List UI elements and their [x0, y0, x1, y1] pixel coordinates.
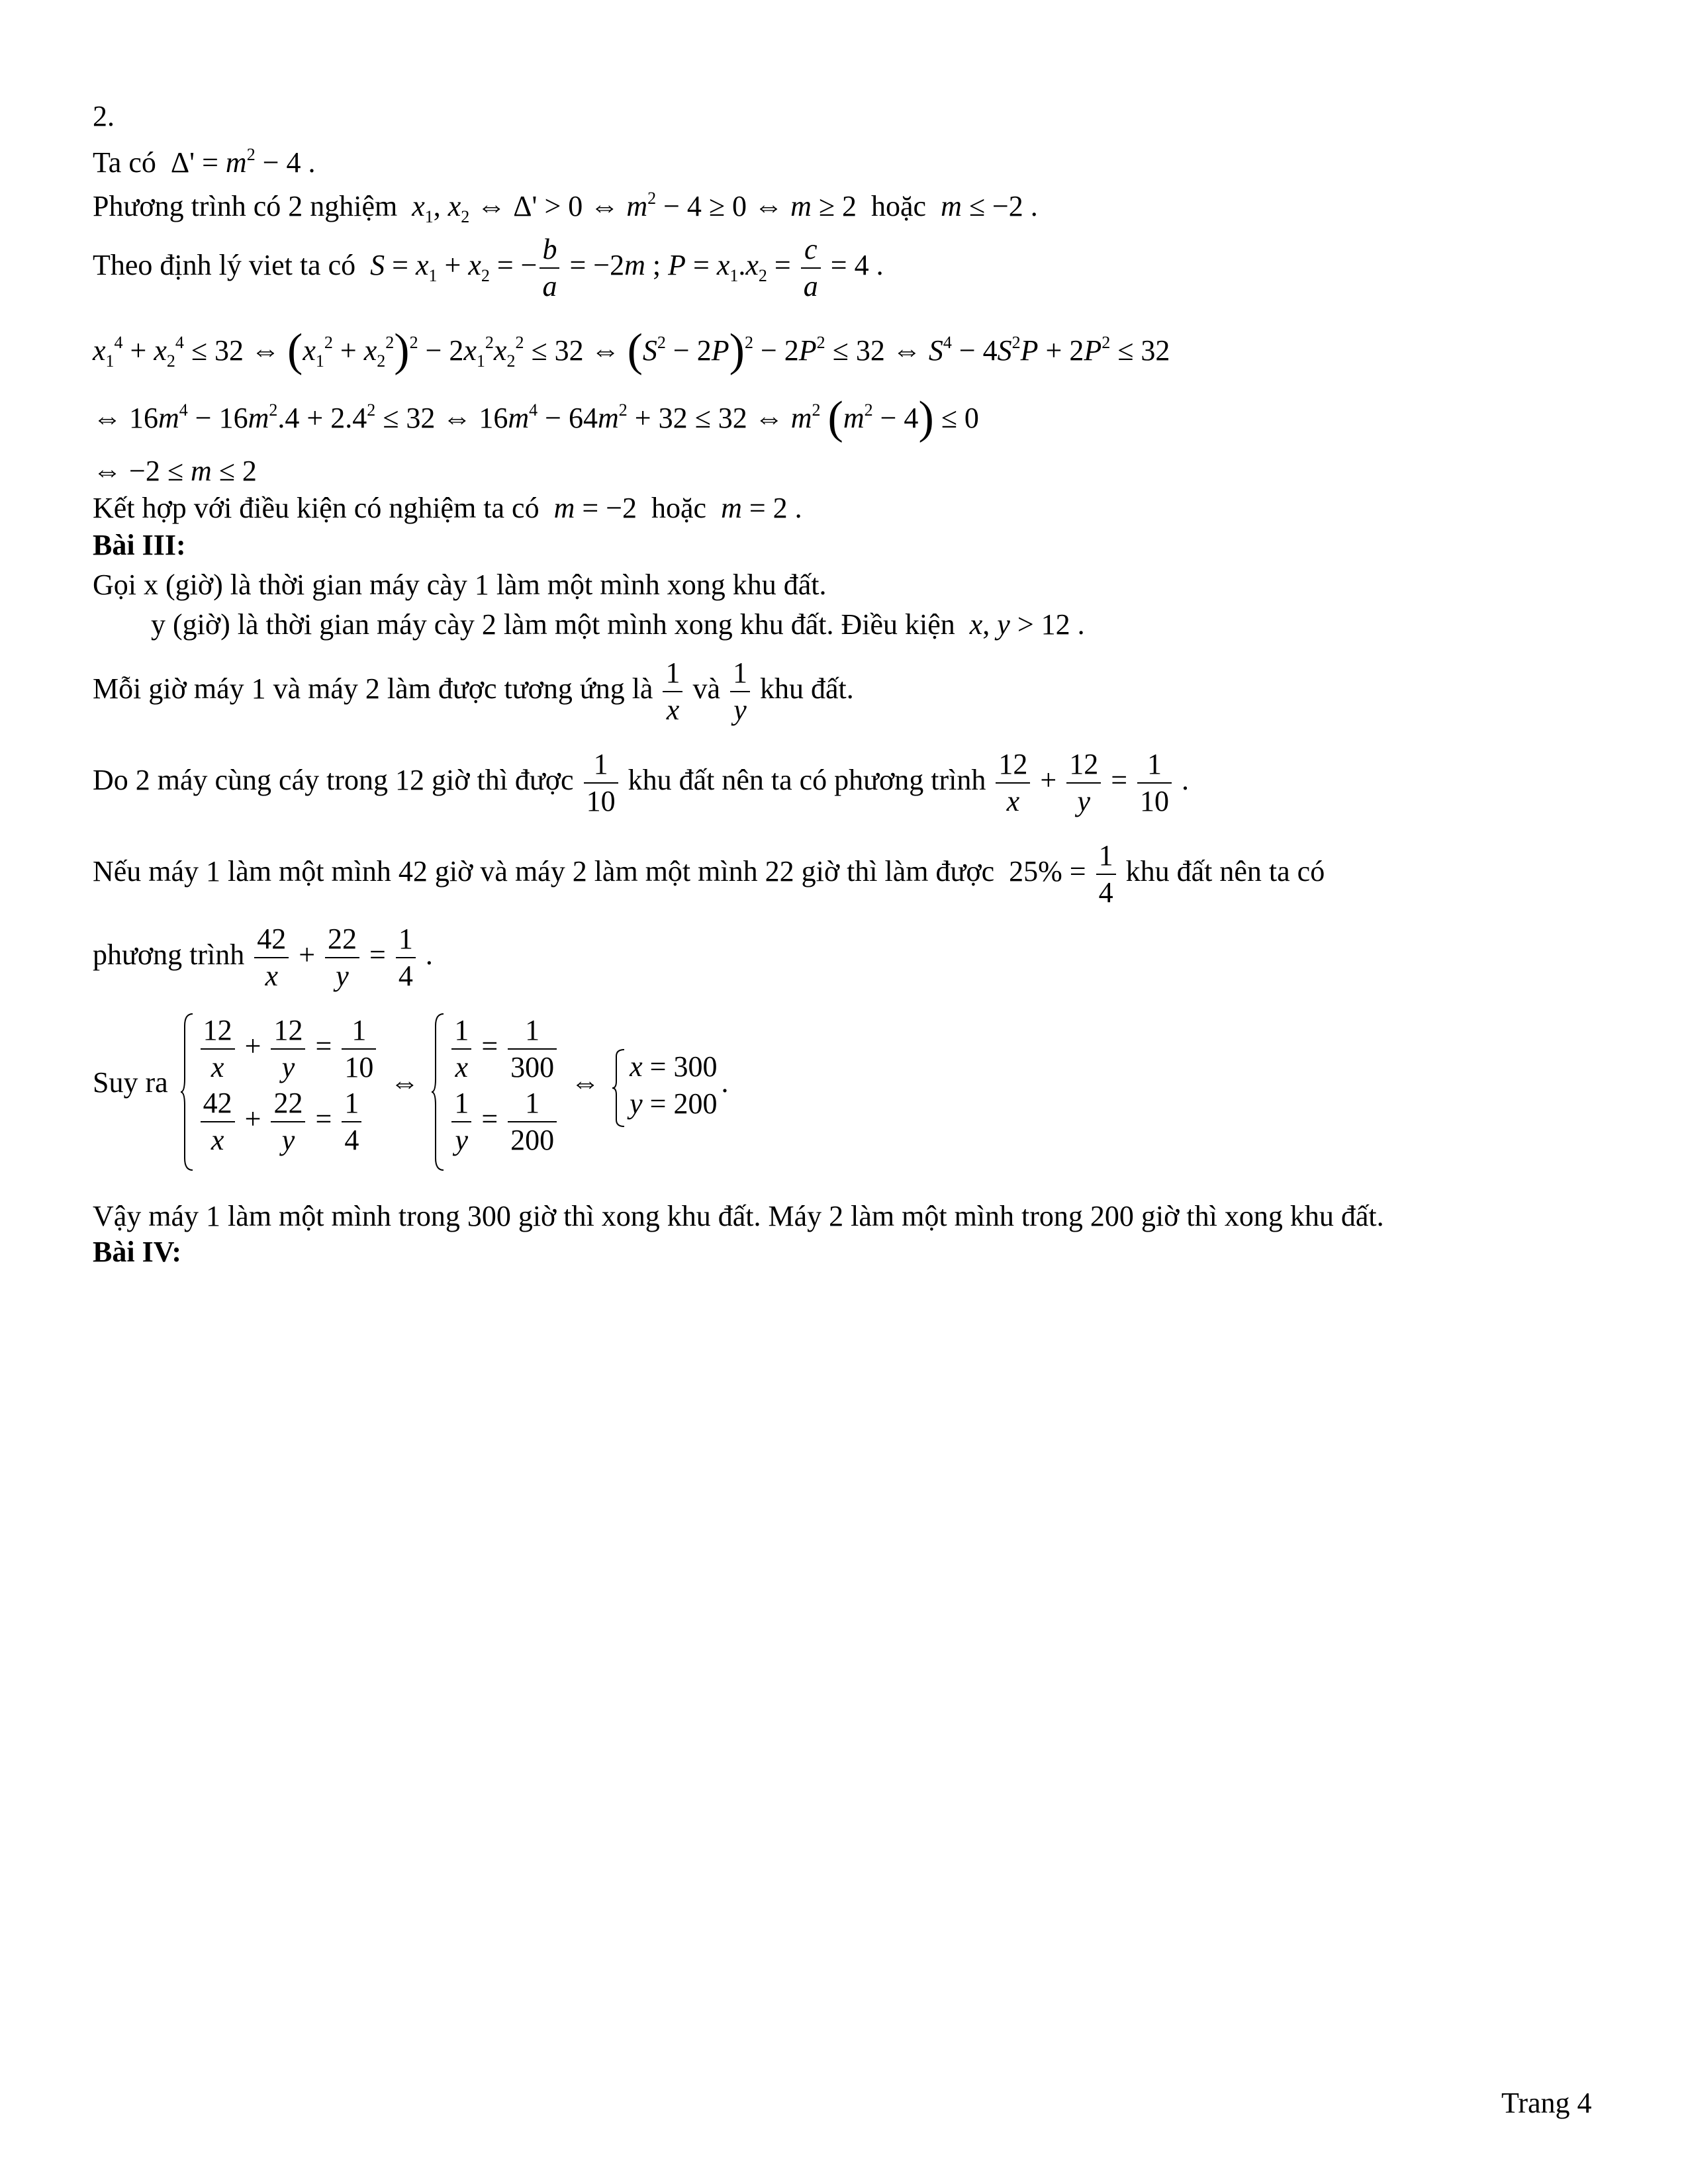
- bai3-line6-a: phương trình: [93, 938, 245, 972]
- bai3-line3-b: và: [692, 672, 720, 705]
- left-brace-icon: [611, 1048, 626, 1128]
- equation-line-3: ⇔ −2 ≤ m ≤ 2: [93, 455, 257, 487]
- fraction-22-over-y: $\frac{22}{y}$: [325, 921, 359, 994]
- condition-text: Phương trình có 2 nghiệm: [93, 190, 398, 222]
- viet-text: Theo định lý viet ta có: [93, 249, 356, 282]
- combine-text: Kết hợp với điều kiện có nghiệm ta có: [93, 492, 539, 524]
- left-brace-icon: [179, 1013, 194, 1171]
- bai3-line6: phương trình $\frac{42}{x}$ + $\frac{22}{y}$ = $\frac{1}{4}$ .: [93, 921, 433, 994]
- fraction-c-over-a: $\frac{c}{a}$: [801, 232, 821, 304]
- part-number: 2.: [93, 100, 115, 132]
- delta-text: Ta có: [93, 146, 156, 179]
- fraction-1-over-10-b: $\frac{1}{10}$: [1137, 747, 1172, 819]
- bai3-line5-b: khu đất nên ta có: [1125, 855, 1325, 888]
- bai3-line4-a: Do 2 máy cùng cáy trong 12 giờ thì được: [93, 764, 574, 797]
- bai3-line2: y (giờ) là thời gian máy cày 2 làm một mình xong khu đất. Điều kiện x, y > 12 .: [151, 608, 1085, 641]
- bai3-line1: Gọi x (giờ) là thời gian máy cày 1 làm một mình xong khu đất.: [93, 569, 827, 601]
- bai3-line5-a: Nếu máy 1 làm một mình 42 giờ và máy 2 làm một mình 22 giờ thì làm được: [93, 855, 995, 888]
- fraction-1-over-4: $\frac{1}{4}$: [1096, 838, 1116, 911]
- bai3-heading: Bài III:: [93, 529, 186, 561]
- system-3: x = 300 y = 200: [611, 1048, 717, 1122]
- bai4-heading: Bài IV:: [93, 1236, 182, 1268]
- system-2: $\frac{1}{x}$ = $\frac{1}{300}$ $\frac{1}{y}$ = $\frac{1}{200}$: [430, 1013, 559, 1158]
- bai3-line3: [93, 655, 854, 728]
- bai3-line4: Do 2 máy cùng cáy trong 12 giờ thì được $\frac{1}{10}$ khu đất nên ta có phương trình $\frac{12}{x}$ + $\frac{12}{y}$ = $\frac{1}{10}$ .: [93, 747, 1189, 819]
- fraction-1-over-4-b: $\frac{1}{4}$: [396, 921, 416, 994]
- bai3-conclusion: Vậy máy 1 làm một mình trong 300 giờ thì xong khu đất. Máy 2 làm một mình trong 200 giờ thì xong khu đất.: [93, 1200, 1384, 1232]
- condition-or: hoặc: [871, 190, 927, 222]
- bai3-line5: Nếu máy 1 làm một mình 42 giờ và máy 2 làm một mình 22 giờ thì làm được 25% = $\frac{1}{4}$ khu đất nên ta có: [93, 838, 1325, 911]
- fraction-b-over-a: $\frac{b}{a}$: [539, 232, 559, 304]
- fraction-1-over-x: $\frac{1}{x}$: [663, 655, 682, 728]
- bai3-line2-text: y (giờ) là thời gian máy cày 2 làm một mình xong khu đất. Điều kiện: [151, 608, 955, 641]
- bai3-line3-a: Mỗi giờ máy 1 và máy 2 làm được tương ứng là: [93, 672, 653, 705]
- system-1: $\frac{12}{x}$ + $\frac{12}{y}$ = $\frac{1}{10}$ $\frac{42}{x}$ + $\frac{22}{y}$ = $\frac{1}{4}$: [179, 1013, 379, 1158]
- fraction-42-over-x: $\frac{42}{x}$: [254, 921, 289, 994]
- combine-or: hoặc: [651, 492, 707, 524]
- delta-line: Ta có $\Delta' = m^2 - 4$ .: [93, 145, 316, 179]
- fraction-1-over-10: $\frac{1}{10}$: [584, 747, 618, 819]
- combine-line: Kết hợp với điều kiện có nghiệm ta có m = −2 hoặc m = 2 .: [93, 492, 802, 524]
- equation-line-1: $x_1^4 + x_2^4 \le 32$ ⇔ $(x_1^2 + x_2^2)^2 - 2x_1^2x_2^2 \le 32$ ⇔ $(S^2 - 2P)^2 - 2P^2 \le 32$ ⇔ $S^4 - 4S^2P + 2P^2 \le 32$: [93, 325, 1170, 376]
- equation-line-2: ⇔ $16m^4 - 16m^2.4 + 2.4^2 \le 32$ ⇔ $16m^4 - 64m^2 + 32 \le 32$ ⇔ $m^2$ $(m^2 - 4) \le 0$: [93, 392, 979, 443]
- bai3-system: Suy ra $\frac{12}{x}$ + $\frac{12}{y}$ = $\frac{1}{10}$ $\frac{42}{x}$ + $\frac{22}{y}$ = $\frac{1}{4}$ ⇔ $\frac{1}{x}$ = $\frac{1}{300}$ $\frac{1}{y}$ = $\frac{1}{200}$ ⇔ x = 300 y = 200 .: [93, 1013, 729, 1158]
- condition-line: Phương trình có 2 nghiệm $x_1$, $x_2$ ⇔ Δ' > 0 ⇔ $m^2 - 4 \ge 0$ ⇔ m ≥ 2 hoặc m ≤ −2 .: [93, 189, 1038, 226]
- page-footer: Trang 4: [1501, 2087, 1592, 2119]
- bai3-line4-b: khu đất nên ta có phương trình: [628, 764, 986, 797]
- fraction-1-over-y: $\frac{1}{y}$: [730, 655, 750, 728]
- fraction-12-over-x: $\frac{12}{x}$: [996, 747, 1030, 819]
- bai3-line3-c: khu đất.: [759, 672, 854, 705]
- viet-line: Theo định lý viet ta có $S = x_1 + x_2$ = − $\frac{b}{a}$ = −2m ; $P = x_1.x_2$ = $\frac{c}{a}$ = 4 .: [93, 232, 884, 304]
- left-brace-icon: [430, 1013, 445, 1171]
- fraction-12-over-y: $\frac{12}{y}$: [1066, 747, 1101, 819]
- suy-ra-text: Suy ra: [93, 1066, 168, 1099]
